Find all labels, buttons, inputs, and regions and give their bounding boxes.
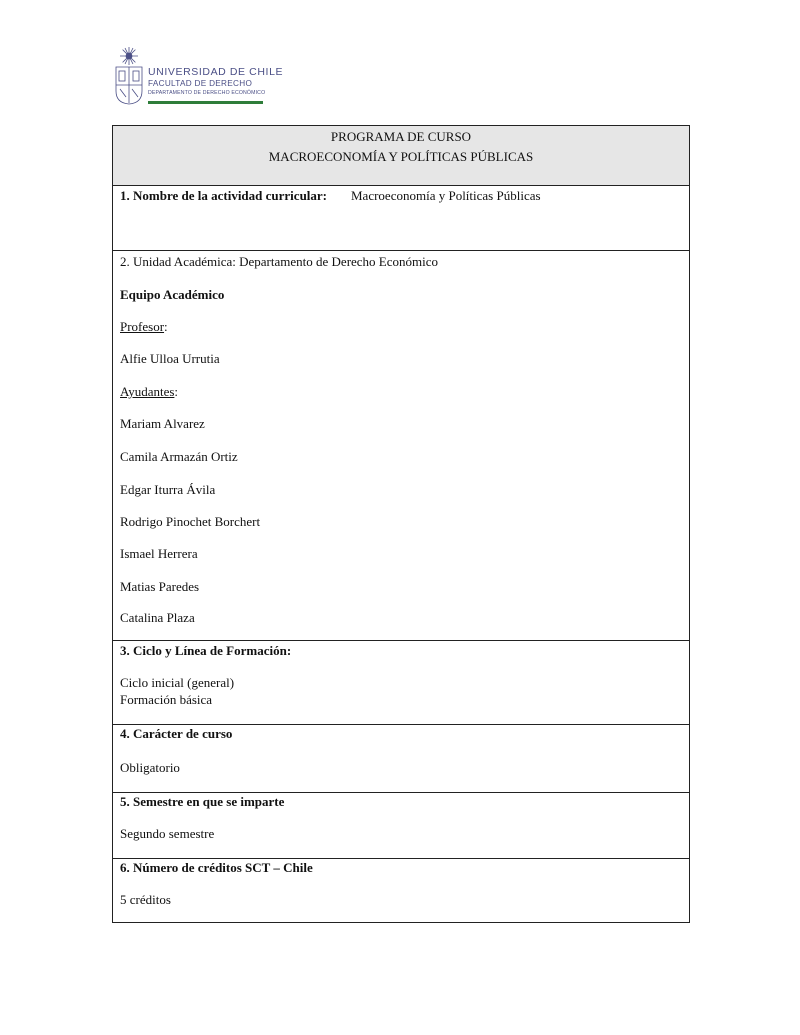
professor-label-text: Profesor: [120, 319, 165, 334]
credits-label: 6. Número de créditos SCT – Chile: [120, 860, 313, 875]
course-character-value: Obligatorio: [120, 760, 180, 775]
section-credits: [113, 859, 689, 923]
assistant-name: Rodrigo Pinochet Borchert: [120, 514, 261, 529]
semester-value: Segundo semestre: [120, 826, 215, 841]
course-name-value: Macroeconomía y Políticas Públicas: [351, 188, 541, 203]
section-cycle: [113, 641, 689, 725]
professor-label: Profesor:: [120, 319, 168, 334]
table-header: [113, 126, 689, 186]
course-character-label: 4. Carácter de curso: [120, 726, 233, 741]
cycle-label: 3. Ciclo y Línea de Formación:: [120, 643, 292, 658]
assistants-label: Ayudantes:: [120, 384, 179, 399]
section-academic-unit: [113, 251, 689, 641]
logo-university: UNIVERSIDAD DE CHILE: [148, 66, 284, 78]
assistants-label-text: Ayudantes: [120, 384, 175, 399]
assistant-name: Mariam Alvarez: [120, 416, 205, 431]
assistant-name: Matias Paredes: [120, 579, 200, 594]
academic-unit-label: 2. Unidad Académica: Departamento de Derecho Económico: [120, 254, 439, 269]
assistant-name: Camila Armazán Ortiz: [120, 449, 238, 464]
course-name-label: 1. Nombre de la actividad curricular:: [120, 188, 328, 203]
cycle-value: Ciclo inicial (general): [120, 675, 235, 690]
assistant-name: Catalina Plaza: [120, 610, 195, 625]
logo-department: DEPARTAMENTO DE DERECHO ECONÓMICO: [148, 89, 266, 96]
section-course-character: [113, 725, 689, 793]
course-program-table: [112, 125, 690, 923]
logo-text: [148, 67, 283, 96]
university-seal-icon: [114, 47, 144, 105]
semester-label: 5. Semestre en que se imparte: [120, 794, 285, 809]
logo-faculty: FACULTAD DE DERECHO: [148, 78, 253, 88]
assistant-name: Ismael Herrera: [120, 546, 198, 561]
university-logo: [114, 47, 284, 107]
assistant-name: Edgar Iturra Ávila: [120, 482, 216, 497]
section-course-name: [113, 186, 689, 251]
logo-divider: [148, 101, 263, 104]
formation-line-value: Formación básica: [120, 692, 213, 707]
credits-value: 5 créditos: [120, 892, 171, 907]
academic-team-heading: Equipo Académico: [120, 287, 225, 302]
course-title: MACROECONOMÍA Y POLÍTICAS PÚBLICAS: [268, 149, 534, 164]
professor-name: Alfie Ulloa Urrutia: [120, 351, 220, 366]
section-semester: [113, 793, 689, 859]
program-title: PROGRAMA DE CURSO: [330, 129, 472, 144]
